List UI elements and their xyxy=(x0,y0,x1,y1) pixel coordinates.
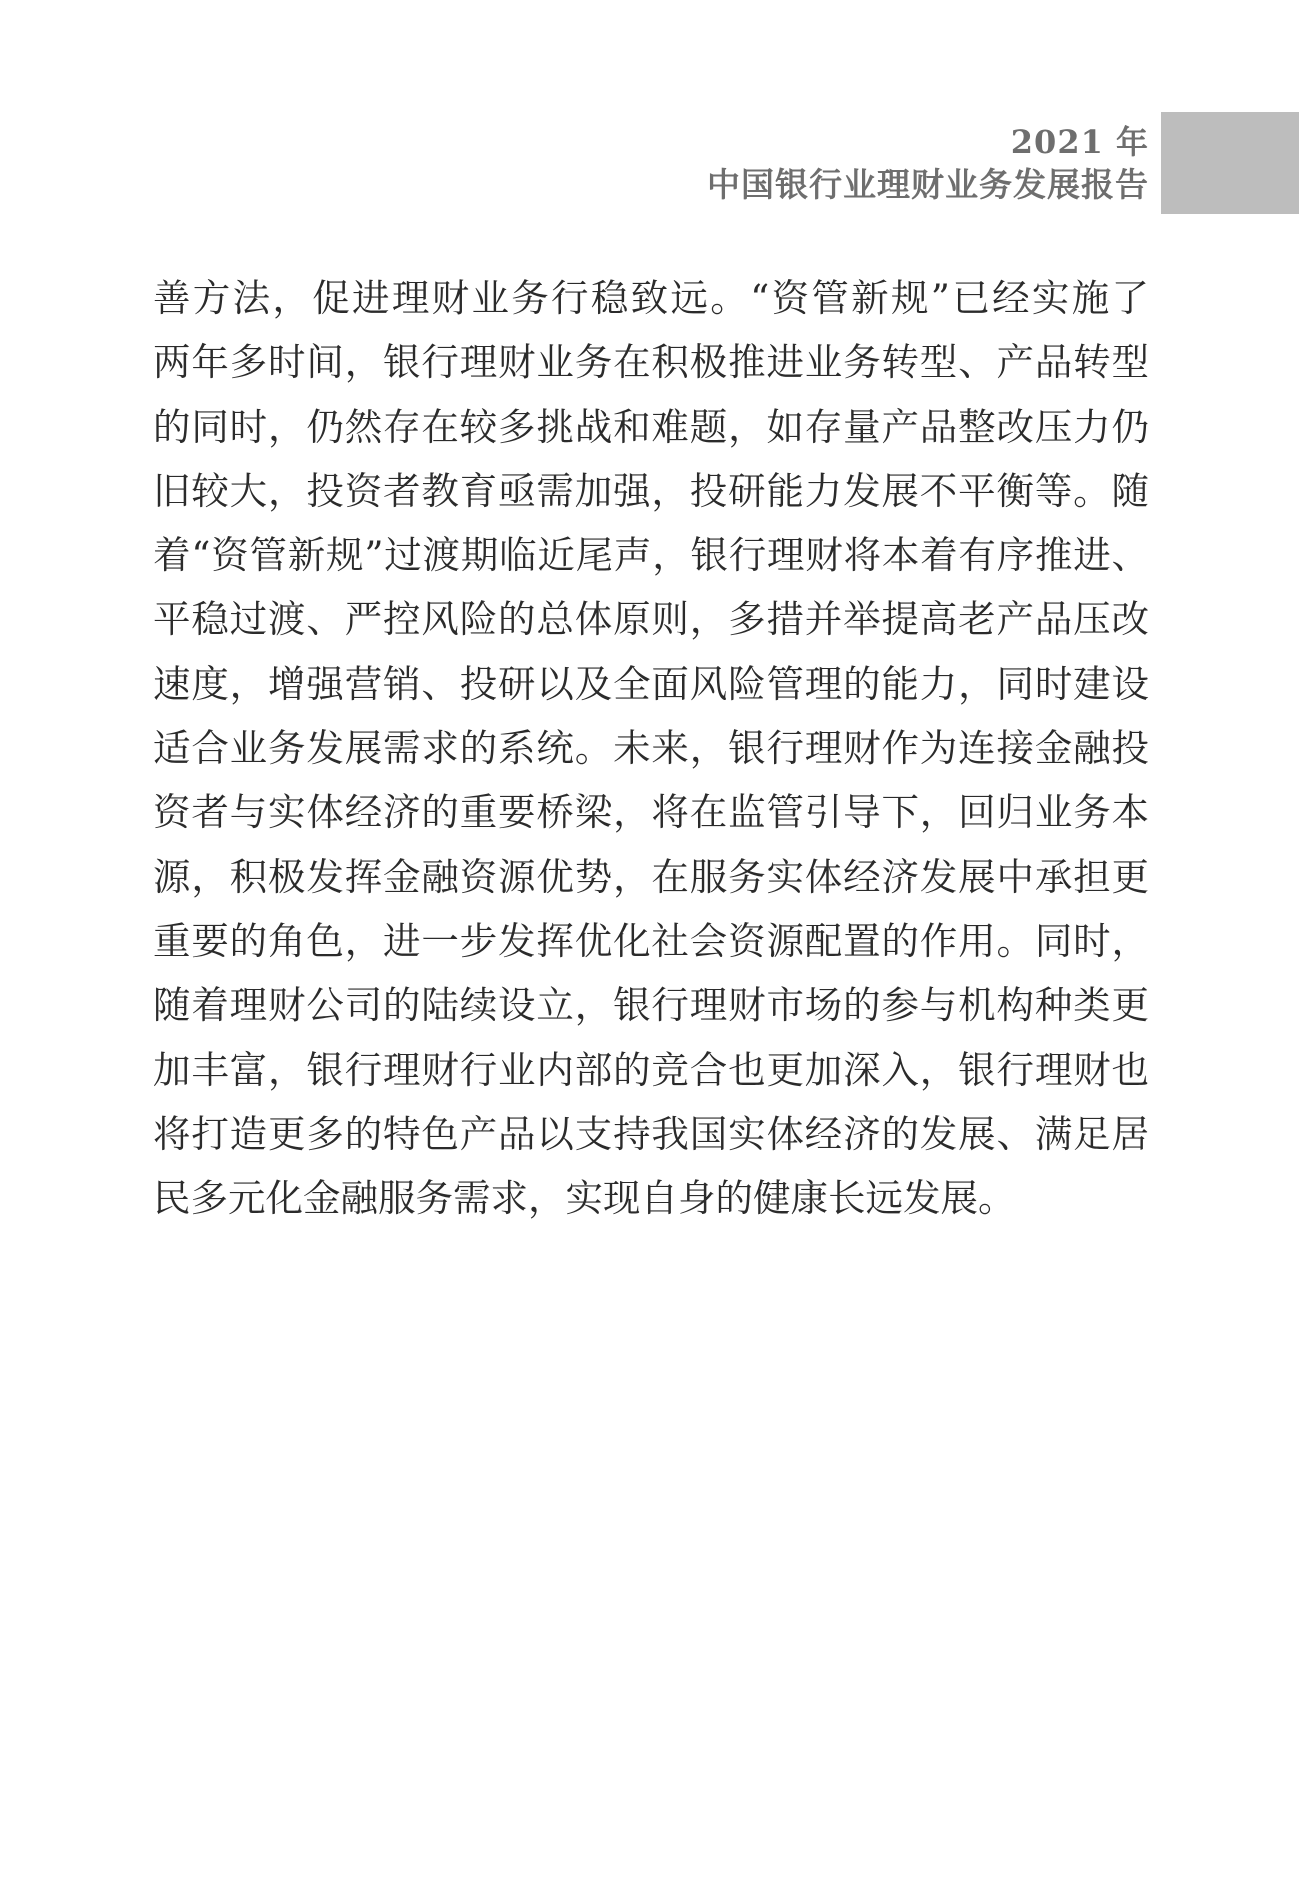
paragraph-line: 平稳过渡、严控风险的总体原则，多措并举提高老产品压改 xyxy=(153,597,1149,642)
paragraph-line: 将打造更多的特色产品以支持我国实体经济的发展、满足居 xyxy=(153,1111,1149,1156)
paragraph-line: 善方法，促进理财业务行稳致远。“资管新规”已经实施了 xyxy=(153,276,1149,320)
paragraph-line: 资者与实体经济的重要桥梁，将在监管引导下，回归业务本 xyxy=(153,790,1149,835)
paragraph-line: 着“资管新规”过渡期临近尾声，银行理财将本着有序推进、 xyxy=(153,533,1149,578)
paragraph-line: 速度，增强营销、投研以及全面风险管理的能力，同时建设 xyxy=(153,661,1149,706)
paragraph-line: 旧较大，投资者教育亟需加强，投研能力发展不平衡等。随 xyxy=(153,468,1149,513)
paragraph-line: 随着理财公司的陆续设立，银行理财市场的参与机构种类更 xyxy=(153,983,1149,1028)
paragraph-line: 源，积极发挥金融资源优势，在服务实体经济发展中承担更 xyxy=(153,854,1149,899)
paragraph-line: 民多元化金融服务需求，实现自身的健康长远发展。 xyxy=(153,1176,1016,1221)
running-header xyxy=(707,122,1149,208)
header-year: 2021 年 xyxy=(1010,123,1149,161)
body-paragraph xyxy=(153,266,1149,1230)
header-tab-block xyxy=(1161,112,1299,214)
paragraph-line: 两年多时间，银行理财业务在积极推进业务转型、产品转型 xyxy=(153,340,1149,385)
header-title: 中国银行业理财业务发展报告 xyxy=(707,165,1149,204)
paragraph-line: 适合业务发展需求的系统。未来，银行理财作为连接金融投 xyxy=(153,726,1149,771)
paragraph-line: 重要的角色，进一步发挥优化社会资源配置的作用。同时， xyxy=(153,918,1149,963)
paragraph-line: 的同时，仍然存在较多挑战和难题，如存量产品整改压力仍 xyxy=(153,404,1149,449)
paragraph-line: 加丰富，银行理财行业内部的竞合也更加深入，银行理财也 xyxy=(153,1047,1149,1092)
